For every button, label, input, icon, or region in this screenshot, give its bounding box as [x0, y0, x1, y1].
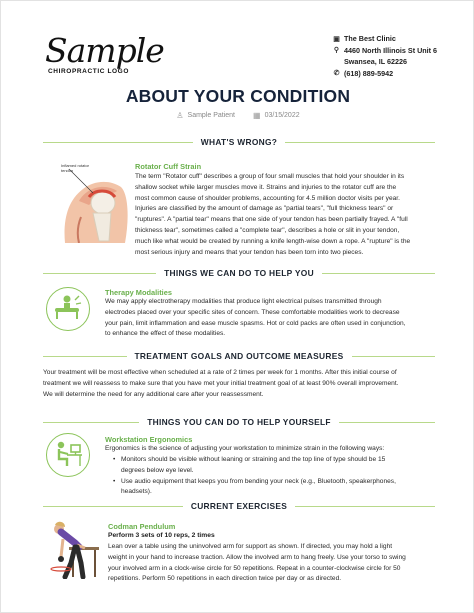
section-header-whats-wrong: WHAT'S WRONG? — [43, 137, 435, 147]
clinic-address-line2: Swansea, IL 62226 — [344, 57, 407, 67]
exercise-photo — [41, 517, 101, 579]
clinic-info — [332, 33, 468, 79]
ergonomics-intro: Ergonomics is the science of adjusting your workstation to minimize strain in the following ways: — [105, 445, 385, 452]
list-item: • Monitors should be visible without leaning or straining and the top line of type should be 15 degrees below eye level. — [111, 455, 451, 477]
condition-description: The term "Rotator cuff" describes a group of four small muscles that hold your shoulder in its shallow socket while larger muscles move it. Strains and injuries to the rotator cuff are the most common cause of shoulder problems, accounting for 4.5 million doctor visits per year. Injuries are classified by the amount of damage as "partial tears", "full thickness tears" or "ruptures". A "partial tear" means that one side of your tendon has been partially frayed. A "full thickness tear", sometimes called a "complete tear", describes a hole or slit in your tendon, much like what would be created by running a knife length-wise down a rope. A "rupture" is the most serious injury and means that your tendon has been torn into two pieces. — [135, 173, 411, 256]
patient-name: Sample Patient — [187, 112, 236, 119]
shoulder-illustration — [59, 161, 129, 243]
treatment-goals-text: Your treatment will be most effective when scheduled at a rate of 2 times per week for 1 months. After this initial course of treatment we will reassess to make sure that you have met your initial treatment goal of at least 90% overall improvement. We will determine the need for any additional care after your reassessment. — [43, 369, 399, 398]
therapy-heading: Therapy Modalities — [105, 288, 172, 297]
clinic-name: The Best Clinic — [344, 34, 396, 44]
clinic-phone[interactable]: (618) 889-5942 — [344, 68, 394, 78]
person-icon: ♙ — [176, 111, 184, 120]
image-callout-label: Inflamed rotator tendon — [61, 163, 90, 173]
section-header-you-can-do: THINGS YOU CAN DO TO HELP YOURSELF — [43, 417, 435, 427]
therapy-icon — [46, 287, 90, 331]
calendar-icon: ▦ — [253, 111, 261, 120]
condition-heading: Rotator Cuff Strain — [135, 162, 202, 171]
ergonomics-list — [111, 455, 451, 498]
document-meta — [1, 111, 474, 120]
clinic-address-line1: 4460 North Illinois St Unit 6 — [344, 45, 438, 55]
exercise-prescription: Perform 3 sets of 10 reps, 2 times — [108, 532, 215, 539]
logo-wordmark: Sample — [45, 31, 164, 70]
clinic-logo — [45, 31, 165, 75]
exercise-instructions: Lean over a table using the uninvolved arm for support as shown. If directed, you may hold a light weight in your hand to increase traction. Allow the involved arm to hang freely. Use your torso to swing your involved arm in a clock-wise circle for 50 repetitions. Repeat in a counter-clockwise circle for 50 repetitions. Perform 50 repetitions in each direction twice per day or as directed. — [108, 543, 406, 583]
logo-subtitle: CHIROPRACTIC LOGO — [48, 68, 129, 75]
building-icon: ▣ — [333, 35, 340, 43]
page-title: ABOUT YOUR CONDITION — [125, 86, 351, 106]
list-item: • Use audio equipment that keeps you from bending your neck (e.g., Bluetooth, speakerphones, headsets). — [111, 477, 451, 499]
location-pin-icon: ⚲ — [333, 47, 340, 55]
phone-icon: ✆ — [333, 70, 340, 78]
ergonomics-icon — [46, 433, 90, 477]
section-header-we-can-do: THINGS WE CAN DO TO HELP YOU — [43, 268, 435, 278]
section-header-treatment-goals: TREATMENT GOALS AND OUTCOME MEASURES — [43, 351, 435, 361]
ergonomics-heading: Workstation Ergonomics — [105, 435, 193, 444]
exercise-heading: Codman Pendulum — [108, 522, 176, 531]
document-date: 03/15/2022 — [264, 112, 300, 119]
therapy-description: We may apply electrotherapy modalities that produce light electrical pulses transmitted through electrodes placed over your specific sites of concern. These comfortable modalities work to decrease your pain, limit inflammation and ease muscle spasms. Hot or cold packs are often used in conjunction, to enhance the effect of these modalities. — [105, 298, 406, 338]
section-header-current-exercises: CURRENT EXERCISES — [43, 501, 435, 511]
